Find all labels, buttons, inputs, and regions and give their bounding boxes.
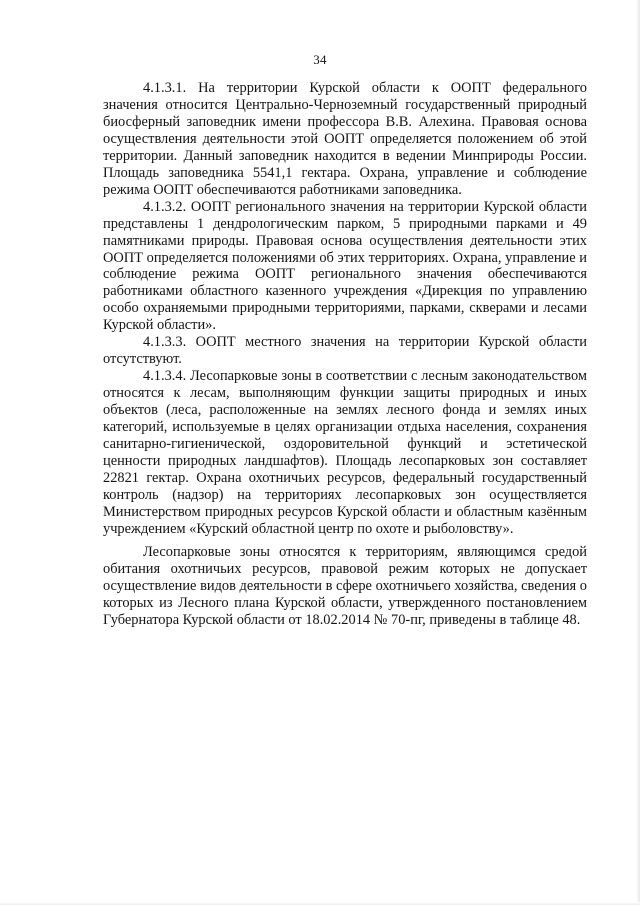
scan-edge-shadow (636, 0, 640, 905)
paragraph-4-1-3-4: 4.1.3.4. Лесопарковые зоны в соответствии с лесным законодательством относятся к лесам, выполняющим функции защиты природных и иных объектов (леса, расположенные на землях лесного фонда и землях иных категорий, используемые в целях организации отдыха населения, сохранения санитарно-гигиенической, оздоровительной функций и эстетической ценности природных ландшафтов). Площадь лесопарковых зон составляет 22821 гектар. Охрана охотничьих ресурсов, федеральный государственный контроль (надзор) на территориях лесопарковых зон осуществляется Министерством природных ресурсов Курской области и областным казённым учреждением «Курский областной центр по охоте и рыболовству». (103, 368, 587, 537)
paragraph-forest-park-zones: Лесопарковые зоны относятся к территориям, являющимся средой обитания охотничьих ресурсов, правовой режим которых не допускает осуществление видов деятельности в сфере охотничьего хозяйства, сведения о которых из Лесного плана Курской области, утвержденного постановлением Губернатора Курской области от 18.02.2014 № 70-пг, приведены в таблице 48. (103, 543, 587, 628)
paragraph-4-1-3-1: 4.1.3.1. На территории Курской области к ООПТ федерального значения относится Центрально-Черноземный государственный природный биосферный заповедник имени профессора В.В. Алехина. Правовая основа осуществления деятельности этой ООПТ определяется положением об этой территории. Данный заповедник находится в ведении Минприроды России. Площадь заповедника 5541,1 гектара. Охрана, управление и соблюдение режима ООПТ обеспечиваются работниками заповедника. (103, 80, 587, 198)
paragraph-4-1-3-2: 4.1.3.2. ООПТ регионального значения на территории Курской области представлены 1 дендрологическим парком, 5 природными парками и 49 памятниками природы. Правовая основа осуществления деятельности этих ООПТ определяется положениями об этих территориях. Охрана, управление и соблюдение режима ООПТ регионального значения обеспечиваются работниками областного казенного учреждения «Дирекция по управлению особо охраняемыми природными территориями, парками, скверами и лесами Курской области». (103, 198, 587, 334)
document-body (103, 80, 587, 629)
page-number: 34 (313, 52, 327, 67)
paragraph-4-1-3-3: 4.1.3.3. ООПТ местного значения на территории Курской области отсутствуют. (103, 334, 587, 368)
